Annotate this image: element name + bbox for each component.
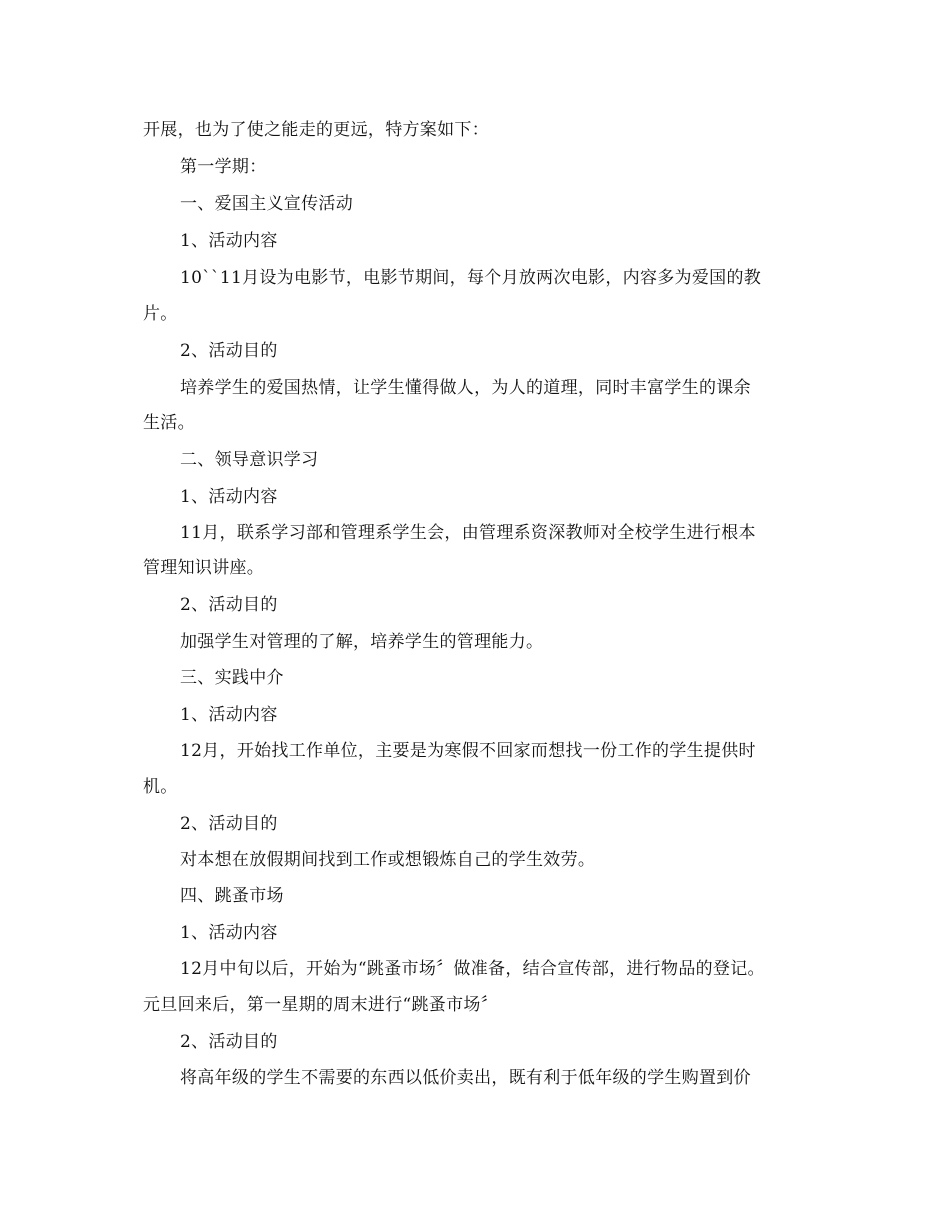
paragraph-line: 片。 bbox=[143, 304, 178, 324]
subsection-heading: 2、活动目的 bbox=[180, 341, 278, 361]
paragraph-line: 11月，联系学习部和管理系学生会，由管理系资深教师对全校学生进行根本 bbox=[180, 523, 756, 543]
paragraph-line: 生活。 bbox=[143, 413, 195, 433]
subsection-heading: 1、活动内容 bbox=[180, 923, 278, 943]
section-heading: 三、实践中介 bbox=[180, 668, 284, 688]
subsection-heading: 1、活动内容 bbox=[180, 705, 278, 725]
paragraph-line: 10``11月设为电影节，电影节期间，每个月放两次电影，内容多为爱国的教 bbox=[180, 268, 762, 288]
subsection-heading: 1、活动内容 bbox=[180, 487, 278, 507]
paragraph-line: 12月，开始找工作单位，主要是为寒假不回家而想找一份工作的学生提供时 bbox=[180, 741, 756, 761]
paragraph-line: 元旦回来后，第一星期的周末进行“跳蚤市场〞 bbox=[143, 995, 498, 1015]
subsection-heading: 1、活动内容 bbox=[180, 231, 278, 251]
section-heading: 二、领导意识学习 bbox=[180, 450, 319, 470]
paragraph-line: 机。 bbox=[143, 777, 178, 797]
paragraph-line: 将高年级的学生不需要的东西以低价卖出，既有利于低年级的学生购置到价 bbox=[180, 1068, 751, 1088]
subsection-heading: 2、活动目的 bbox=[180, 814, 278, 834]
section-heading: 一、爱国主义宣传活动 bbox=[180, 194, 353, 214]
paragraph-line: 开展，也为了使之能走的更远，特方案如下： bbox=[143, 120, 489, 140]
subsection-heading: 2、活动目的 bbox=[180, 595, 278, 615]
paragraph-line: 12月中旬以后，开始为“跳蚤市场〞做准备，结合宣传部，进行物品的登记。 bbox=[180, 959, 765, 979]
semester-heading: 第一学期： bbox=[180, 157, 267, 177]
paragraph-line: 培养学生的爱国热情，让学生懂得做人，为人的道理，同时丰富学生的课余 bbox=[180, 378, 751, 398]
section-heading: 四、跳蚤市场 bbox=[180, 886, 284, 906]
subsection-heading: 2、活动目的 bbox=[180, 1032, 278, 1052]
paragraph-line: 对本想在放假期间找到工作或想锻炼自己的学生效劳。 bbox=[180, 850, 596, 870]
paragraph-line: 管理知识讲座。 bbox=[143, 558, 265, 578]
paragraph-line: 加强学生对管理的了解，培养学生的管理能力。 bbox=[180, 632, 544, 652]
